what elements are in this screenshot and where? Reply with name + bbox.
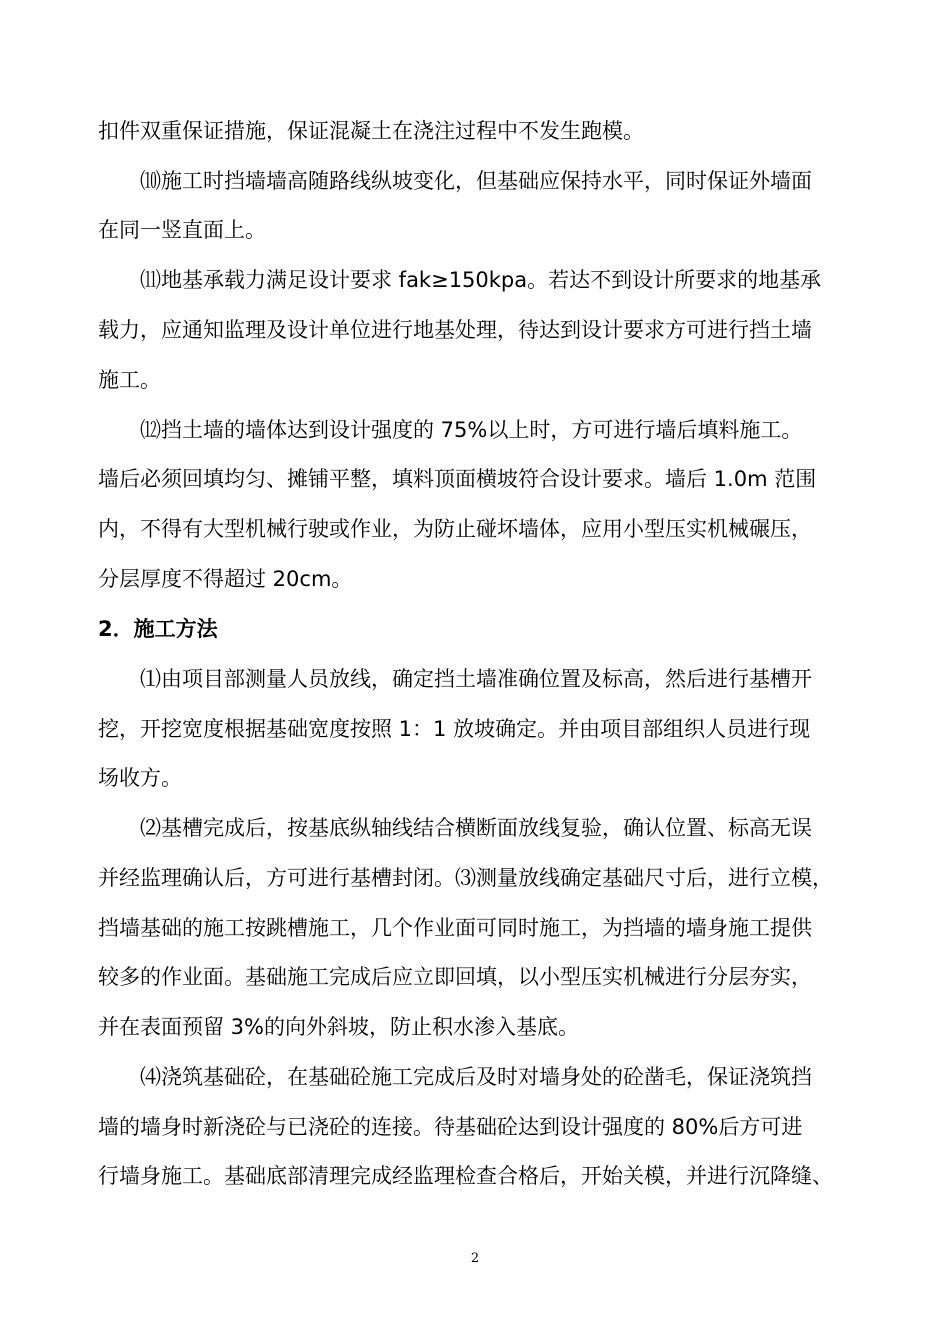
text-line: ⑾地基承载力满足设计要求 fak≥150kpa。若达不到设计所要求的地基承 [140, 268, 822, 292]
text-line: 并经监理确认后，方可进行基槽封闭。⑶测量放线确定基础尺寸后，进行立模， [98, 866, 833, 890]
text-line: ⑷浇筑基础砼，在基础砼施工完成后及时对墙身处的砼凿毛，保证浇筑挡 [140, 1065, 812, 1089]
text-line: 墙后必须回填均匀、摊铺平整，填料顶面横坡符合设计要求。墙后 1.0m 范围 [98, 467, 817, 491]
text-line: 在同一竖直面上。 [98, 218, 266, 242]
text-line: 较多的作业面。基础施工完成后应立即回填，以小型压实机械进行分层夯实， [98, 965, 812, 989]
text-line: 载力，应通知监理及设计单位进行地基处理，待达到设计要求方可进行挡土墙 [98, 318, 812, 342]
text-line: ⑴由项目部测量人员放线，确定挡土墙准确位置及标高，然后进行基槽开 [140, 667, 812, 691]
page-number: 2 [470, 1251, 480, 1266]
text-line: ⑵基槽完成后，按基底纵轴线结合横断面放线复验，确认位置、标高无误 [140, 816, 812, 840]
text-line: 行墙身施工。基础底部清理完成经监理检查合格后，开始关模，并进行沉降缝、 [98, 1164, 833, 1188]
text-line: 分层厚度不得超过 20cm。 [98, 567, 353, 591]
text-line: 施工。 [98, 368, 161, 392]
section-heading: 2．施工方法 [98, 617, 218, 641]
text-line: 场收方。 [98, 766, 182, 790]
text-line: ⑽施工时挡墙墙高随路线纵坡变化，但基础应保持水平，同时保证外墙面 [140, 169, 812, 193]
text-line: 挡墙基础的施工按跳槽施工，几个作业面可同时施工，为挡墙的墙身施工提供 [98, 916, 812, 940]
text-line: 扣件双重保证措施，保证混凝土在浇注过程中不发生跑模。 [98, 119, 644, 143]
text-line: 墙的墙身时新浇砼与已浇砼的连接。待基础砼达到设计强度的 80%后方可进 [98, 1115, 803, 1139]
text-line: ⑿挡土墙的墙体达到设计强度的 75%以上时，方可进行墙后填料施工。 [140, 418, 803, 442]
text-line: 内，不得有大型机械行驶或作业，为防止碰坏墙体，应用小型压实机械碾压， [98, 517, 812, 541]
text-line: 并在表面预留 3%的向外斜坡，防止积水渗入基底。 [98, 1015, 579, 1039]
text-line: 挖，开挖宽度根据基础宽度按照 1：1 放坡确定。并由项目部组织人员进行现 [98, 717, 811, 741]
